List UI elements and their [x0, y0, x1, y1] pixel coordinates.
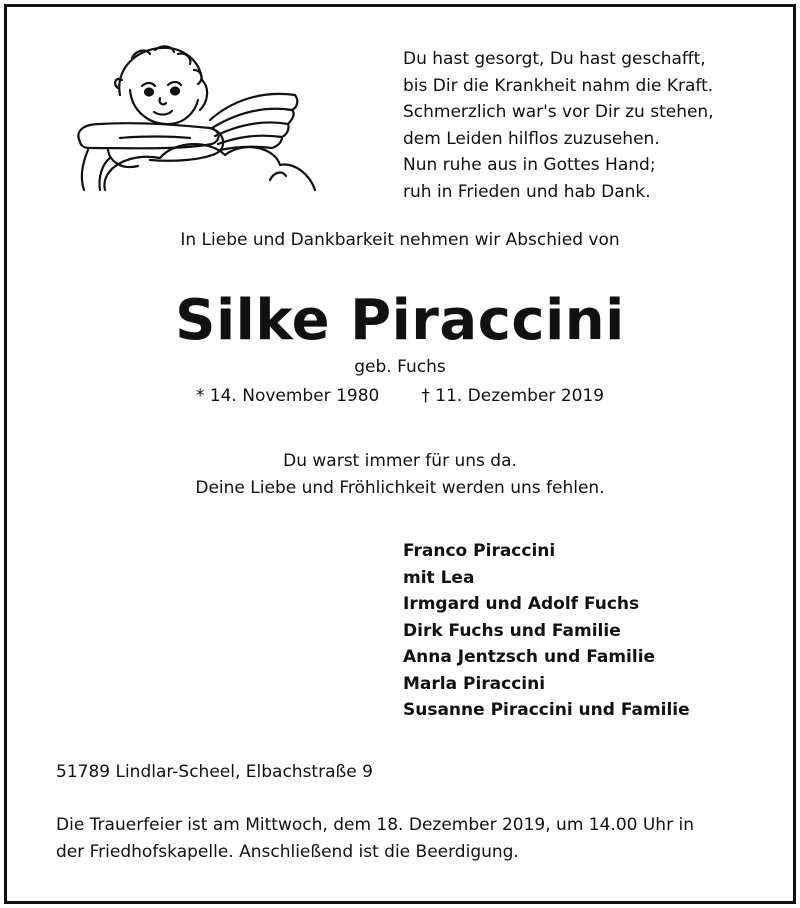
tribute-line: Deine Liebe und Fröhlichkeit werden uns fehlen. [195, 478, 605, 498]
poem-line: ruh in Frieden und hab Dank. [403, 181, 651, 202]
poem-line: bis Dir die Krankheit nahm die Kraft. [403, 75, 714, 96]
address: 51789 Lindlar-Scheel, Elbachstraße 9 [56, 762, 373, 782]
poem-line: Schmerzlich war's vor Dir zu stehen, [403, 102, 714, 122]
mourner: Susanne Piraccini und Familie [403, 700, 690, 720]
intro-text: In Liebe und Dankbarkeit nehmen wir Abschied von [180, 230, 620, 250]
poem-line: Nun ruhe aus in Gottes Hand; [403, 155, 656, 175]
mourner: Marla Piraccini [403, 673, 546, 694]
cherub-illustration [60, 40, 320, 200]
tribute-line: Du warst immer für uns da. [283, 451, 517, 471]
mourner: Franco Piraccini [403, 541, 556, 561]
death-date: † 11. Dezember 2019 [421, 386, 605, 406]
birth-date: * 14. November 1980 [195, 386, 380, 406]
tribute [0, 448, 800, 502]
mourner: Anna Jentzsch und Familie [403, 647, 656, 667]
mourner: mit Lea [403, 567, 475, 588]
life-dates [0, 386, 800, 406]
mourner: Irmgard und Adolf Fuchs [403, 594, 640, 614]
mourner: Dirk Fuchs und Familie [403, 620, 621, 641]
maiden-name: geb. Fuchs [354, 357, 446, 377]
mourners-list [403, 538, 690, 724]
poem-line: Du hast gesorgt, Du hast geschafft, [403, 49, 706, 69]
funeral-line: Die Trauerfeier ist am Mittwoch, dem 18. Dezember 2019, um 14.00 Uhr in [56, 815, 694, 835]
poem-line: dem Leiden hilflos zuzusehen. [403, 128, 660, 149]
poem [403, 46, 714, 205]
deceased-name: Silke Piraccini [175, 288, 625, 353]
funeral-line: der Friedhofskapelle. Anschließend ist die Beerdigung. [56, 842, 519, 862]
funeral-info [56, 812, 776, 866]
